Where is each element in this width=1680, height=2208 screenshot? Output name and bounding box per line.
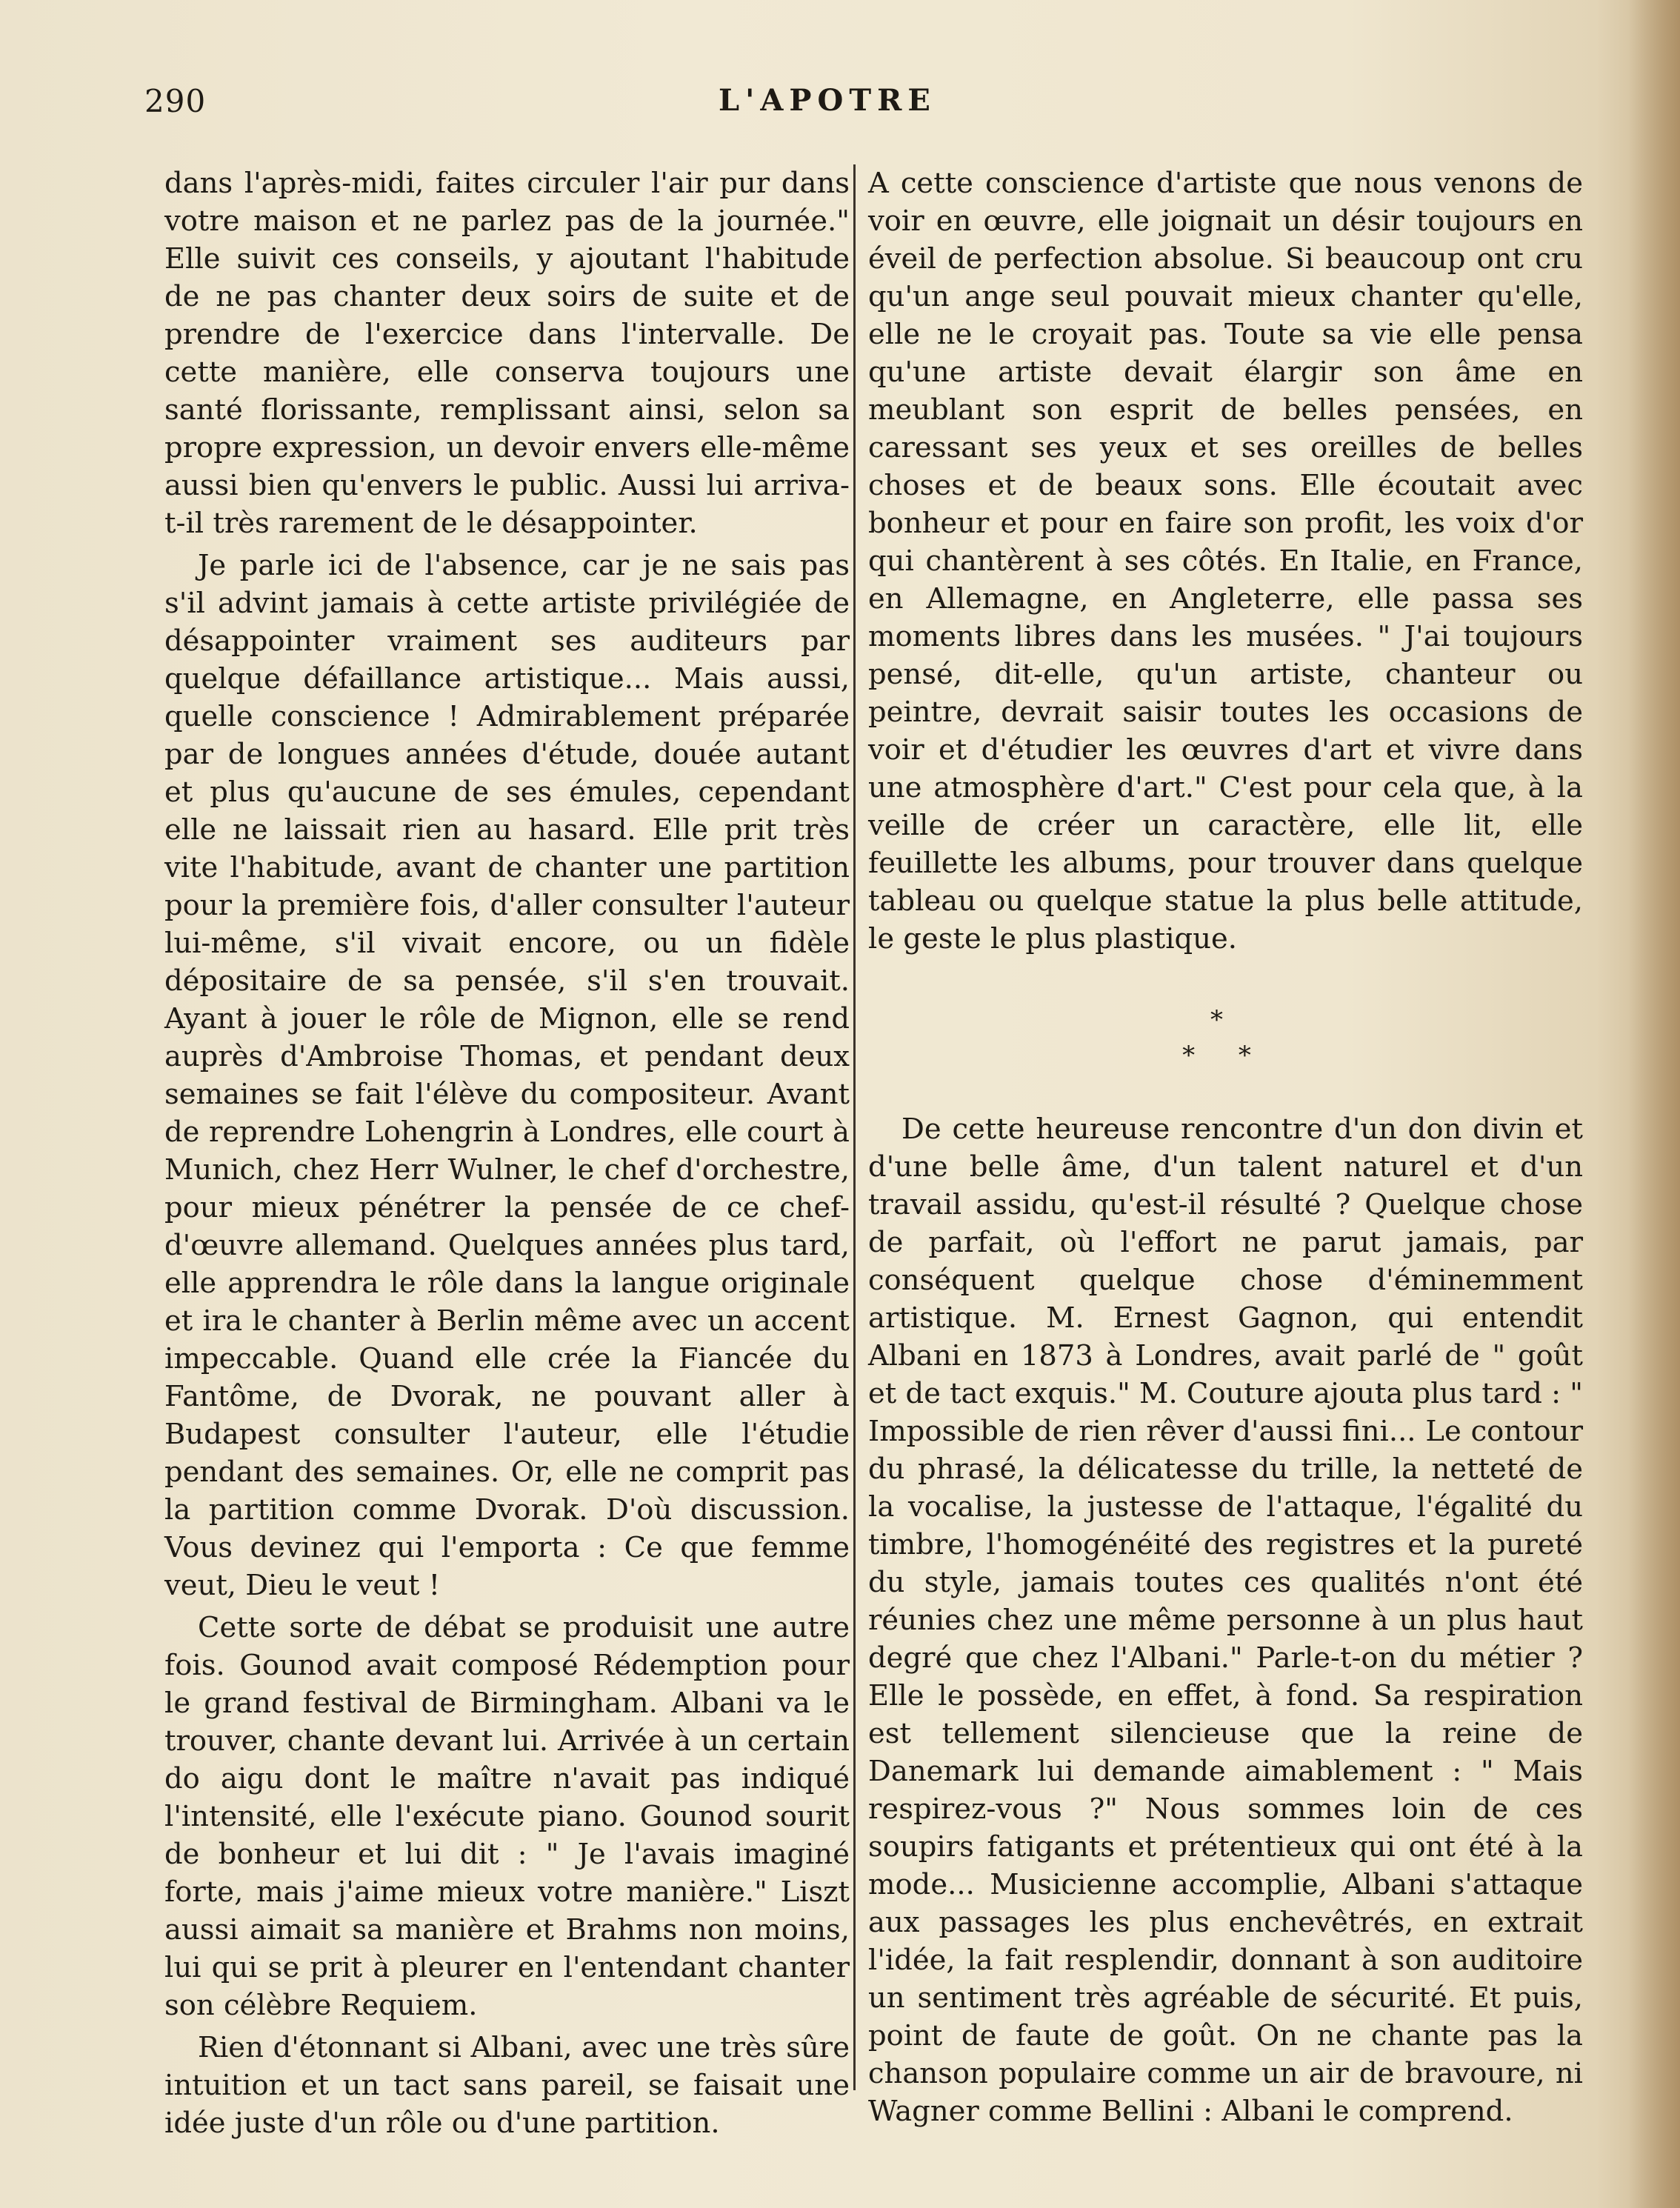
right-column [868, 164, 1583, 2130]
separator-bottom: * * [1182, 1041, 1269, 1070]
page-number: 290 [144, 83, 207, 119]
running-title: L'APOTRE [719, 83, 936, 118]
paragraph: dans l'après-midi, faites circuler l'air pur dans votre maison et ne parlez pas de la journée." Elle suivit ces conseils, y ajoutant l'habitude de ne pas chanter deux soirs de suite et de prendre de l'exercice dans l'intervalle. De cette manière, elle conserva toujours une santé florissante, remplissant ainsi, selon sa propre expression, un devoir envers elle-même aussi bien qu'envers le public. Aussi lui arriva-t-il très rarement de le désappointer. [164, 167, 850, 540]
column-divider [853, 164, 856, 2090]
left-column [164, 164, 850, 2142]
paragraph: Rien d'étonnant si Albani, avec une très sûre intuition et un tact sans pareil, se faisait une idée juste d'un rôle ou d'une partition. [164, 2031, 850, 2140]
paragraph: Je parle ici de l'absence, car je ne sais pas s'il advint jamais à cette artiste privilégiée de désappointer vraiment ses auditeurs par quelque défaillance artistique... Mais aussi, quelle conscience ! Admirablement préparée par de longues années d'étude, douée autant et plus qu'aucune de ses émules, cependant elle ne laissait rien au hasard. Elle prit très vite l'habitude, avant de chanter une partition pour la première fois, d'aller consulter l'auteur lui-même, s'il vivait encore, ou un fidèle dépositaire de sa pensée, s'il s'en trouvait. Ayant à jouer le rôle de Mignon, elle se rend auprès d'Ambroise Thomas, et pendant deux semaines se fait l'élève du compositeur. Avant de reprendre Lohengrin à Londres, elle court à Munich, chez Herr Wulner, le chef d'orchestre, pour mieux pénétrer la pensée de ce chef-d'œuvre allemand. Quelques années plus tard, elle apprendra le rôle dans la langue originale et ira le chanter à Berlin même avec un accent impeccable. Quand elle crée la Fiancée du Fantôme, de Dvorak, ne pouvant aller à Budapest consulter l'auteur, elle l'étudie pendant des semaines. Or, elle ne comprit pas la partition comme Dvorak. D'où discussion. Vous devinez qui l'emporta : Ce que femme veut, Dieu le veut ! [164, 549, 850, 1602]
paragraph: De cette heureuse rencontre d'un don divin et d'une belle âme, d'un talent naturel et d'un travail assidu, qu'est-il résulté ? Quelque chose de parfait, où l'effort ne parut jamais, par conséquent quelque chose d'éminemment artistique. M. Ernest Gagnon, qui entendit Albani en 1873 à Londres, avait parlé de " goût et de tact exquis." M. Couture ajouta plus tard : " Impossible de rien rêver d'aussi fini... Le contour du phrasé, la délicatesse du trille, la netteté de la vocalise, la justesse de l'attaque, l'égalité du timbre, l'homogénéité des registres et la pureté du style, jamais toutes ces qualités n'ont été réunies chez une même personne à un plus haut degré que chez l'Albani." Parle-t-on du métier ? Elle le possède, en effet, à fond. Sa respiration est tellement silencieuse que la reine de Danemark lui demande aimablement : " Mais respirez-vous ?" Nous sommes loin de ces soupirs fatigants et prétentieux qui ont été à la mode... Musicienne accomplie, Albani s'attaque aux passages les plus enchevêtrés, en extrait l'idée, la fait resplendir, donnant à son auditoire un sentiment très agréable de sécurité. Et puis, point de faute de goût. On ne chante pas la chanson populaire comme un air de bravoure, ni Wagner comme Bellini : Albani le comprend. [868, 1113, 1583, 2128]
separator-top: * [1210, 1005, 1241, 1035]
paragraph: Cette sorte de débat se produisit une autre fois. Gounod avait composé Rédemption pour le grand festival de Birmingham. Albani va le trouver, chante devant lui. Arrivée à un certain do aigu dont le maître n'avait pas indiqué l'intensité, elle l'exécute piano. Gounod sourit de bonheur et lui dit : " Je l'avais imaginé forte, mais j'aime mieux votre manière." Liszt aussi aimait sa manière et Brahms non moins, lui qui se prit à pleurer en l'entendant chanter son célèbre Requiem. [164, 1611, 850, 2022]
paragraph: A cette conscience d'artiste que nous venons de voir en œuvre, elle joignait un désir toujours en éveil de perfection absolue. Si beaucoup ont cru qu'un ange seul pouvait mieux chanter qu'elle, elle ne le croyait pas. Toute sa vie elle pensa qu'une artiste devait élargir son âme en meublant son esprit de belles pensées, en caressant ses yeux et ses oreilles de belles choses et de beaux sons. Elle écoutait avec bonheur et pour en faire son profit, les voix d'or qui chantèrent à ses côtés. En Italie, en France, en Allemagne, en Angleterre, elle passa ses moments libres dans les musées. " J'ai toujours pensé, dit-elle, qu'un artiste, chanteur ou peintre, devrait saisir toutes les occasions de voir et d'étudier les œuvres d'art et vivre dans une atmosphère d'art." C'est pour cela que, à la veille de créer un caractère, elle lit, elle feuillette les albums, pour trouver dans quelque tableau ou quelque statue la plus belle attitude, le geste le plus plastique. [868, 167, 1583, 955]
section-separator [868, 1002, 1583, 1073]
page-header [0, 83, 1680, 127]
page-edge-shadow [1628, 0, 1680, 2208]
